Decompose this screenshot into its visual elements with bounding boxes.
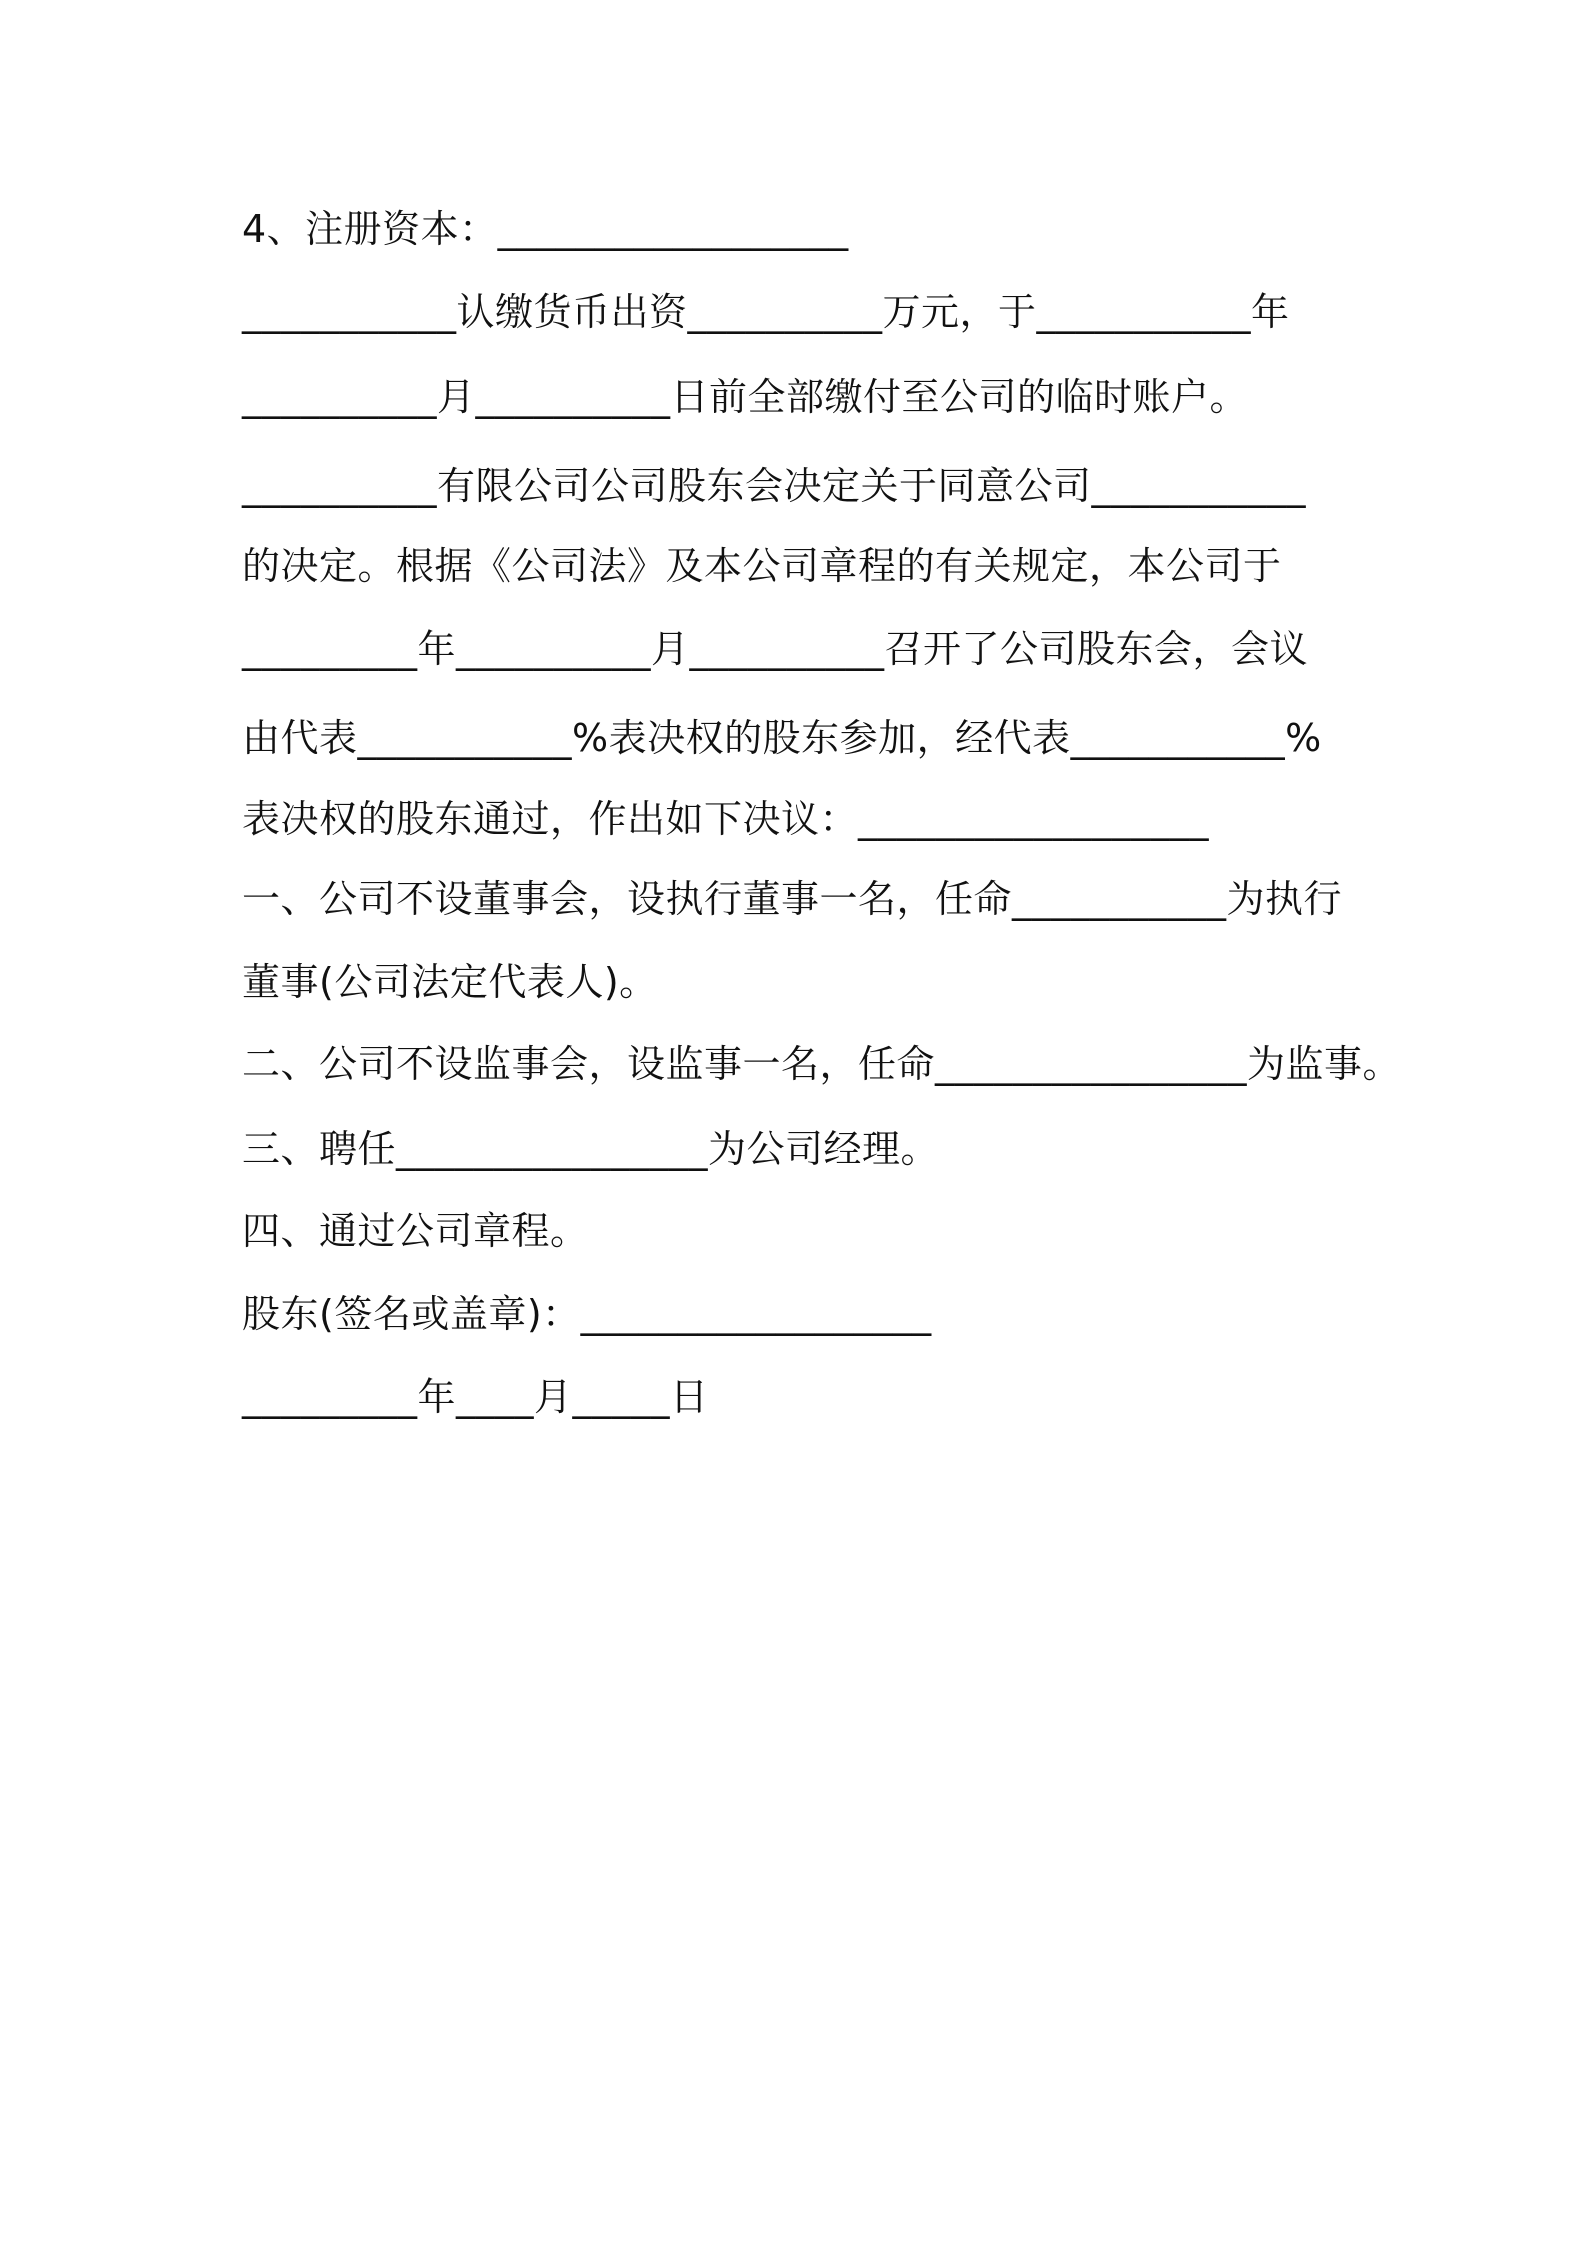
resolution-passed-line: 表决权的股东通过，作出如下决议：__________________ xyxy=(242,797,1210,841)
resolution-intro-line: __________有限公司公司股东会决定关于同意公司___________ xyxy=(242,464,1307,508)
resolution-item-1: 一、公司不设董事会，设执行董事一名，任命___________为执行 xyxy=(242,877,1343,921)
resolution-item-4: 四、通过公司章程。 xyxy=(242,1209,589,1253)
signature-date-line: _________年____月_____日 xyxy=(242,1375,709,1419)
meeting-date-line: _________年__________月__________召开了公司股东会，会议 xyxy=(242,627,1309,671)
resolution-item-1-cont: 董事(公司法定代表人)。 xyxy=(242,960,658,1004)
shareholder-signature-line: 股东(签名或盖章)：__________________ xyxy=(242,1292,932,1336)
resolution-item-2: 二、公司不设监事会，设监事一名，任命________________为监事。 xyxy=(242,1042,1402,1086)
registered-capital-line: 4、注册资本：__________________ xyxy=(242,207,849,251)
attendance-line: 由代表___________%表决权的股东参加，经代表___________% xyxy=(242,716,1322,760)
resolution-item-3: 三、聘任________________为公司经理。 xyxy=(242,1127,940,1171)
legal-basis-line: 的决定。根据《公司法》及本公司章程的有关规定，本公司于 xyxy=(242,544,1282,588)
payment-deadline-line: __________月__________日前全部缴付至公司的临时账户。 xyxy=(242,375,1249,419)
capital-contribution-line: ___________认缴货币出资__________万元，于___________年 xyxy=(242,290,1290,334)
